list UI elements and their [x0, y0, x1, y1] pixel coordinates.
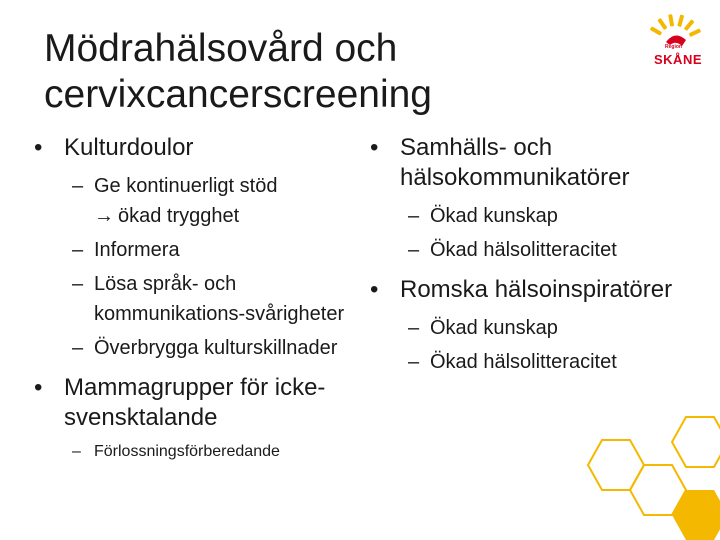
- dash: –: [72, 337, 84, 359]
- logo-name-text: SKÅNE: [654, 52, 703, 67]
- bullet-dot: •: [370, 134, 379, 161]
- sub-continuation: ökad trygghet: [118, 205, 240, 227]
- sub-text: Ökad hälsolitteracitet: [430, 351, 617, 373]
- bullet-text: Kulturdoulor: [64, 134, 194, 161]
- left-column: [34, 133, 354, 473]
- sub-list-samhalls: [370, 201, 690, 265]
- bullet-dot: •: [34, 374, 43, 401]
- dash: –: [72, 273, 84, 295]
- arrow-icon: →: [94, 205, 114, 227]
- sub-text: Lösa språk- och kommunikations-svårigheter: [94, 273, 345, 325]
- sub-item: [34, 441, 354, 463]
- sub-text: Ökad kunskap: [430, 205, 558, 227]
- bullet-text: Mammagrupper för icke-svensktalande: [64, 374, 326, 431]
- sub-text: Ökad kunskap: [430, 317, 558, 339]
- sub-item: [370, 235, 690, 265]
- hexagon-shape: [672, 417, 720, 467]
- bullet-dot: •: [34, 134, 43, 161]
- dash: –: [408, 317, 420, 339]
- bullet-kulturdoulor: [34, 133, 354, 163]
- sub-item: [34, 333, 354, 363]
- sub-text: Överbrygga kulturskillnader: [94, 337, 338, 359]
- sub-list-kulturdoulor: [34, 171, 354, 363]
- dash: –: [408, 239, 420, 261]
- bullet-text: Romska hälsoinspiratörer: [400, 276, 673, 303]
- sub-item: [370, 313, 690, 343]
- bullet-mammagrupper: [34, 373, 354, 433]
- sub-text: Förlossningsförberedande: [94, 443, 280, 460]
- sub-text: Informera: [94, 239, 180, 261]
- sub-item: [34, 235, 354, 265]
- hexagon-shape: [588, 440, 644, 490]
- dash: –: [72, 175, 84, 197]
- dash: –: [72, 239, 84, 261]
- dash: –: [408, 205, 420, 227]
- right-column: [370, 133, 690, 387]
- dash: –: [408, 351, 420, 373]
- bullet-romska-halsoinspiratorer: [370, 275, 690, 305]
- slide-title: Mödrahälsovård och cervixcancerscreening: [44, 27, 433, 116]
- logo-region-text: Region: [665, 44, 682, 50]
- dash: –: [72, 443, 81, 460]
- sub-list-mammagrupper: [34, 441, 354, 463]
- sub-text: Ökad hälsolitteracitet: [430, 239, 617, 261]
- hexagon-shape-filled: [672, 490, 720, 540]
- sub-item: [370, 201, 690, 231]
- sub-list-romska: [370, 313, 690, 377]
- bullet-dot: •: [370, 276, 379, 303]
- bullet-text: Samhälls- och hälsokommunikatörer: [400, 134, 630, 191]
- hexagon-decoration: [580, 405, 720, 540]
- sub-item: [34, 269, 354, 329]
- sub-item: [370, 347, 690, 377]
- bullet-samhallskommunikatorer: [370, 133, 690, 193]
- sub-item: [34, 171, 354, 231]
- sub-text: Ge kontinuerligt stöd: [94, 175, 278, 197]
